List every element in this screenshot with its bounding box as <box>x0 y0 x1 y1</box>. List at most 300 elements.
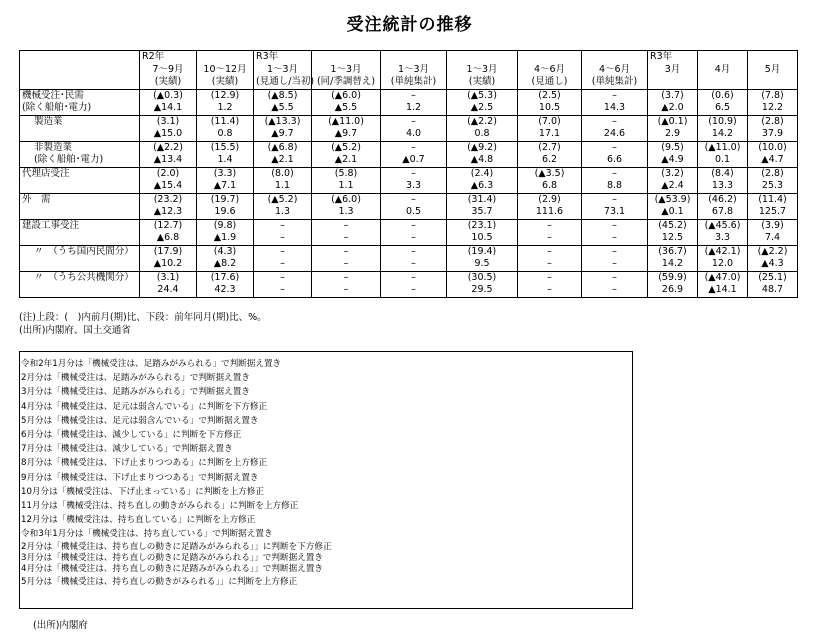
cell-change-prev-period: – <box>411 167 416 179</box>
cell-change-prev-period: (12.7) <box>153 219 183 231</box>
column-header-top: 1〜3月 <box>466 63 498 75</box>
cell-change-prev-period: (46.2) <box>708 193 737 205</box>
cell-change-year-on-year: 37.9 <box>761 128 784 139</box>
cell-change-prev-period: – <box>411 89 416 101</box>
cell-change-year-on-year: 0.8 <box>474 128 490 139</box>
table-cell <box>197 141 254 167</box>
row-label <box>20 219 140 245</box>
table-source: (出所)内閣府、国土交通省 <box>19 325 131 336</box>
cell-change-prev-period: (▲11.0) <box>704 141 741 153</box>
cell-change-prev-period: – <box>343 245 349 257</box>
table-cell <box>748 141 798 167</box>
cell-change-year-on-year: ▲2.0 <box>661 102 684 113</box>
table-cell <box>698 271 748 297</box>
cell-change-year-on-year: 1.1 <box>274 180 291 191</box>
table-row <box>20 271 798 297</box>
cell-change-year-on-year: 14.2 <box>661 258 684 269</box>
cell-change-year-on-year: 6.5 <box>714 102 731 113</box>
cell-change-year-on-year: 1.3 <box>274 206 291 217</box>
column-header <box>140 51 197 90</box>
cell-change-prev-period: (11.4) <box>758 193 787 205</box>
column-header <box>698 51 748 90</box>
row-label-main: 非製造業 <box>34 141 73 153</box>
judgement-line: 6月分は「機械受注は、減少している」に判断を下方修正 <box>21 430 242 441</box>
table-cell <box>518 193 582 219</box>
cell-change-prev-period: (3.2) <box>661 167 684 179</box>
table-cell <box>312 115 381 141</box>
cell-change-prev-period: (▲5.2) <box>267 193 298 205</box>
table-cell <box>518 167 582 193</box>
cell-change-year-on-year: – <box>411 232 416 243</box>
cell-change-year-on-year: – <box>280 284 285 295</box>
row-label-main: 機械受注･民需 <box>22 89 84 101</box>
cell-change-year-on-year: – <box>411 258 416 269</box>
cell-change-year-on-year: 3.3 <box>714 232 731 243</box>
cell-change-prev-period: (▲2.2) <box>153 141 183 153</box>
table-cell <box>140 193 197 219</box>
column-header <box>447 51 518 90</box>
cell-change-prev-period: (8.4) <box>711 167 734 179</box>
column-header-bottom: (見通し/当初) <box>256 76 315 87</box>
cell-change-prev-period: (2.0) <box>156 167 180 179</box>
table-cell <box>254 271 312 297</box>
cell-change-prev-period: – <box>612 245 617 257</box>
table-cell <box>518 271 582 297</box>
cell-change-year-on-year: 24.4 <box>157 284 179 295</box>
column-header <box>748 51 798 90</box>
table-cell <box>312 193 381 219</box>
cell-change-prev-period: – <box>547 271 552 283</box>
cell-change-prev-period: – <box>547 219 552 231</box>
cell-change-year-on-year: 0.1 <box>714 154 731 165</box>
cell-change-prev-period: – <box>280 219 285 231</box>
table-footnote: (注)上段：( )内前月(期)比、下段：前年同月(期)比、%。 <box>19 312 267 323</box>
row-label <box>20 193 140 219</box>
column-header-bottom: (実績) <box>211 76 239 87</box>
table-cell <box>698 141 748 167</box>
cell-change-year-on-year: 1.4 <box>217 154 233 165</box>
table-cell <box>381 89 447 115</box>
cell-change-year-on-year: ▲9.7 <box>334 128 358 139</box>
table-cell <box>140 89 197 115</box>
column-header-bottom: (実績) <box>154 76 182 87</box>
table-cell <box>197 167 254 193</box>
cell-change-year-on-year: ▲9.7 <box>271 128 294 139</box>
cell-change-prev-period: – <box>411 271 416 283</box>
cell-change-prev-period: (7.8) <box>761 89 784 101</box>
column-header-bottom: (同/季調替え) <box>316 76 376 87</box>
table-cell <box>698 115 748 141</box>
cell-change-year-on-year: 125.7 <box>758 206 787 217</box>
column-header <box>381 51 447 90</box>
column-header <box>648 51 698 90</box>
cell-change-prev-period: (45.2) <box>658 219 687 231</box>
cell-change-year-on-year: ▲14.1 <box>708 284 737 295</box>
cell-change-prev-period: (11.4) <box>210 115 240 127</box>
judgement-line: 11月分は「機械受注は、持ち直しの動きがみられる」に判断を上方修正 <box>21 501 299 512</box>
cell-change-prev-period: – <box>280 245 285 257</box>
table-cell <box>698 89 748 115</box>
table-cell <box>312 245 381 271</box>
table-cell <box>748 193 798 219</box>
table-cell <box>518 89 582 115</box>
table-cell <box>447 193 518 219</box>
table-cell <box>748 219 798 245</box>
table-row <box>20 245 798 271</box>
column-header-bottom: (実績) <box>468 76 496 87</box>
cell-change-prev-period: (▲0.3) <box>153 89 183 101</box>
cell-change-prev-period: (▲42.1) <box>704 245 741 257</box>
table-cell <box>140 245 197 271</box>
cell-change-year-on-year: – <box>612 232 617 243</box>
cell-change-prev-period: (▲3.5) <box>534 167 565 179</box>
judgement-line: 令和3年1月分は「機械受注は、持ち直している」で判断据え置き <box>21 529 273 540</box>
cell-change-prev-period: (23.1) <box>467 219 497 231</box>
cell-change-year-on-year: ▲4.7 <box>761 154 784 165</box>
cell-change-year-on-year: 19.6 <box>214 206 236 217</box>
table-cell <box>254 193 312 219</box>
table-cell <box>748 271 798 297</box>
column-header-top: 4〜6月 <box>533 63 566 75</box>
cell-change-prev-period: (17.9) <box>153 245 183 257</box>
cell-change-year-on-year: ▲6.3 <box>470 180 494 191</box>
cell-change-prev-period: (25.1) <box>758 271 787 283</box>
cell-change-year-on-year: ▲4.9 <box>661 154 684 165</box>
row-label <box>20 245 140 271</box>
cell-change-prev-period: (2.9) <box>538 193 561 205</box>
cell-change-prev-period: (2.8) <box>761 115 784 127</box>
table-cell <box>254 115 312 141</box>
cell-change-year-on-year: 6.8 <box>541 180 558 191</box>
cell-change-prev-period: – <box>411 115 416 127</box>
cell-change-year-on-year: ▲8.2 <box>213 258 237 269</box>
table-cell <box>582 219 648 245</box>
cell-change-year-on-year: ▲2.1 <box>271 154 294 165</box>
cell-change-prev-period: (2.8) <box>761 167 784 179</box>
row-label <box>20 141 140 167</box>
box-source: (出所)内閣府 <box>33 620 88 631</box>
cell-change-prev-period: (3.7) <box>661 89 684 101</box>
cell-change-year-on-year: 67.8 <box>711 206 734 217</box>
cell-change-prev-period: (10.9) <box>708 115 737 127</box>
cell-change-year-on-year: 1.2 <box>217 102 233 113</box>
table-cell <box>648 245 698 271</box>
cell-change-year-on-year: ▲15.4 <box>153 180 183 191</box>
cell-change-prev-period: (0.6) <box>711 89 734 101</box>
cell-change-prev-period: (3.1) <box>156 271 180 283</box>
cell-change-prev-period: (5.8) <box>334 167 358 179</box>
judgement-line: 4月分は「機械受注は、持ち直しの動きに足踏みがみられる」」で判断据え置き <box>21 563 323 574</box>
cell-change-year-on-year: ▲13.4 <box>153 154 183 165</box>
cell-change-year-on-year: 12.0 <box>711 258 734 269</box>
cell-change-year-on-year: 35.7 <box>471 206 493 217</box>
cell-change-prev-period: (2.7) <box>538 141 561 153</box>
table-row <box>20 89 798 115</box>
table-cell <box>698 167 748 193</box>
cell-change-prev-period: – <box>612 167 617 179</box>
table-cell <box>582 193 648 219</box>
column-header <box>518 51 582 90</box>
cell-change-prev-period: (2.5) <box>538 89 561 101</box>
cell-change-prev-period: – <box>612 141 617 153</box>
table-cell <box>698 193 748 219</box>
table-cell <box>140 115 197 141</box>
table-cell <box>698 219 748 245</box>
table-cell <box>518 115 582 141</box>
cell-change-year-on-year: – <box>411 284 416 295</box>
cell-change-prev-period: (9.5) <box>661 141 684 153</box>
cell-change-prev-period: (▲13.3) <box>264 115 301 127</box>
column-header-top: 4月 <box>714 63 731 75</box>
column-header-bottom: (単純集計) <box>591 76 638 87</box>
cell-change-year-on-year: 73.1 <box>603 206 626 217</box>
table-cell <box>140 141 197 167</box>
cell-change-year-on-year: ▲5.5 <box>271 102 294 113</box>
judgement-line: 5月分は「機械受注は、持ち直しの動きがみられる」」に判断を上方修正 <box>21 576 298 587</box>
cell-change-prev-period: (36.7) <box>658 245 687 257</box>
cell-change-year-on-year: 10.5 <box>471 232 493 243</box>
cell-change-prev-period: – <box>411 245 416 257</box>
table-cell <box>140 219 197 245</box>
judgement-line: 9月分は「機械受注は、下げ止まりつつある」で判断据え置き <box>21 472 259 483</box>
judgement-line: 7月分は「機械受注は、減少している」で判断据え置き <box>21 444 233 455</box>
cell-change-year-on-year: 12.5 <box>661 232 684 243</box>
table-cell <box>381 141 447 167</box>
table-cell <box>381 193 447 219</box>
table-cell <box>254 89 312 115</box>
column-header-top: 4〜6月 <box>598 63 631 75</box>
judgement-line: 2月分は「機械受注は、持ち直しの動きに足踏みがみられる」」に判断を下方修正 <box>21 541 332 552</box>
column-header-top: 1〜3月 <box>266 63 299 75</box>
table-cell <box>518 219 582 245</box>
cell-change-prev-period: (▲9.2) <box>467 141 497 153</box>
table-cell <box>748 115 798 141</box>
cell-change-year-on-year: ▲14.1 <box>153 102 183 113</box>
cell-change-prev-period: (▲6.0) <box>331 89 361 101</box>
judgement-line: 3月分は「機械受注は、足踏みがみられる」で判断据え置き <box>21 387 250 398</box>
table-cell <box>582 271 648 297</box>
cell-change-year-on-year: – <box>612 258 617 269</box>
table-cell <box>197 271 254 297</box>
cell-change-prev-period: (▲6.0) <box>331 193 361 205</box>
judgement-line: 12月分は「機械受注は、持ち直している」に判断を上方修正 <box>21 515 256 526</box>
cell-change-year-on-year: ▲2.4 <box>661 180 684 191</box>
cell-change-year-on-year: 7.4 <box>764 232 781 243</box>
cell-change-prev-period: (2.4) <box>470 167 494 179</box>
cell-change-prev-period: – <box>547 245 552 257</box>
cell-change-year-on-year: 48.7 <box>761 284 784 295</box>
era-label: R3年 <box>256 51 279 62</box>
era-label: R3年 <box>650 51 673 62</box>
column-header-bottom: (単純集計) <box>390 76 437 87</box>
cell-change-prev-period: – <box>411 193 416 205</box>
cell-change-prev-period: (17.6) <box>210 271 240 283</box>
cell-change-prev-period: (15.5) <box>210 141 240 153</box>
table-cell <box>140 167 197 193</box>
column-header-bottom: (見通し) <box>531 76 568 87</box>
table-cell <box>254 245 312 271</box>
cell-change-year-on-year: ▲6.8 <box>156 232 180 243</box>
cell-change-prev-period: (23.2) <box>153 193 183 205</box>
table-cell <box>140 271 197 297</box>
table-cell <box>582 141 648 167</box>
row-label-sub: (除く船舶･電力) <box>22 102 92 113</box>
table-cell <box>197 193 254 219</box>
judgement-line: 10月分は「機械受注は、下げ止まっている」に判断を上方修正 <box>21 486 264 497</box>
table-cell <box>582 115 648 141</box>
column-header-top: 7〜9月 <box>152 63 184 75</box>
cell-change-year-on-year: – <box>343 232 349 243</box>
table-cell <box>381 167 447 193</box>
cell-change-prev-period: (19.4) <box>467 245 497 257</box>
table-cell <box>648 193 698 219</box>
column-header <box>197 51 254 90</box>
table-cell <box>312 219 381 245</box>
cell-change-prev-period: (▲47.0) <box>704 271 741 283</box>
table-cell <box>197 89 254 115</box>
cell-change-year-on-year: ▲0.1 <box>661 206 684 217</box>
table-cell <box>197 115 254 141</box>
judgement-line: 5月分は「機械受注は、足元は弱含んでいる」で判断据え置き <box>21 415 259 426</box>
cell-change-year-on-year: – <box>547 232 552 243</box>
table-cell <box>447 115 518 141</box>
cell-change-year-on-year: 1.2 <box>405 102 422 113</box>
table-cell <box>381 219 447 245</box>
cell-change-prev-period: (▲6.8) <box>267 141 298 153</box>
table-cell <box>447 167 518 193</box>
table-cell <box>748 245 798 271</box>
table-cell <box>582 167 648 193</box>
table-cell <box>518 245 582 271</box>
table-cell <box>312 167 381 193</box>
table-cell <box>748 167 798 193</box>
cell-change-year-on-year: ▲5.5 <box>334 102 358 113</box>
cell-change-prev-period: (7.0) <box>538 115 561 127</box>
table-cell <box>447 141 518 167</box>
column-header <box>582 51 648 90</box>
cell-change-year-on-year: ▲0.7 <box>402 154 425 165</box>
table-cell <box>648 167 698 193</box>
table-cell <box>518 141 582 167</box>
cell-change-year-on-year: 9.5 <box>474 258 490 269</box>
cell-change-prev-period: (30.5) <box>467 271 497 283</box>
table-cell <box>197 245 254 271</box>
cell-change-prev-period: (31.4) <box>467 193 497 205</box>
cell-change-prev-period: (▲0.1) <box>657 115 688 127</box>
cell-change-prev-period: – <box>411 141 416 153</box>
column-header-top: 10〜12月 <box>203 63 247 75</box>
cell-change-year-on-year: ▲4.8 <box>470 154 494 165</box>
table-cell <box>582 89 648 115</box>
cell-change-prev-period: (▲2.2) <box>467 115 497 127</box>
table-cell <box>447 219 518 245</box>
cell-change-year-on-year: 6.2 <box>541 154 558 165</box>
row-label-main: 外 需 <box>22 193 51 205</box>
row-label <box>20 89 140 115</box>
cell-change-year-on-year: 0.5 <box>405 206 422 217</box>
cell-change-year-on-year: 1.1 <box>338 180 354 191</box>
cell-change-year-on-year: ▲7.1 <box>213 180 237 191</box>
cell-change-prev-period: – <box>612 89 617 101</box>
cell-change-year-on-year: 1.3 <box>338 206 354 217</box>
cell-change-year-on-year: 13.3 <box>711 180 734 191</box>
judgement-line: 8月分は「機械受注は、下げ止まりつつある」に判断を上方修正 <box>21 458 268 469</box>
judgement-line: 令和2年1月分は「機械受注は、足踏みがみられる」で判断据え置き <box>21 359 282 369</box>
cell-change-prev-period: (▲45.6) <box>704 219 741 231</box>
column-header-top: 3月 <box>664 63 681 75</box>
table-cell <box>648 219 698 245</box>
row-label <box>20 167 140 193</box>
table-cell <box>381 245 447 271</box>
cell-change-prev-period: (19.7) <box>210 193 240 205</box>
cell-change-prev-period: (▲11.0) <box>328 115 364 127</box>
row-label-main: 代理店受注 <box>22 167 70 179</box>
row-label-main: 建設工事受注 <box>22 219 80 231</box>
cell-change-year-on-year: ▲1.9 <box>213 232 237 243</box>
page-title: 受注統計の推移 <box>346 15 473 35</box>
table-cell <box>254 167 312 193</box>
cell-change-prev-period: – <box>343 271 349 283</box>
table-cell <box>312 141 381 167</box>
table-cell <box>447 89 518 115</box>
cell-change-year-on-year: ▲15.0 <box>153 128 183 139</box>
table-cell <box>254 141 312 167</box>
cell-change-year-on-year: 2.9 <box>664 128 681 139</box>
cell-change-year-on-year: 42.3 <box>214 284 236 295</box>
row-label-main: 〃 （うち公共機関分） <box>34 271 134 283</box>
row-label-main: 製造業 <box>34 115 63 127</box>
cell-change-prev-period: (▲8.5) <box>267 89 298 101</box>
table-cell <box>254 219 312 245</box>
cell-change-prev-period: – <box>411 219 416 231</box>
cell-change-year-on-year: – <box>343 284 349 295</box>
cell-change-year-on-year: 12.2 <box>761 102 784 113</box>
row-label-main: 〃 （うち国内民間分） <box>34 245 134 257</box>
table-cell <box>698 245 748 271</box>
judgement-line: 4月分は「機械受注は、足元は弱含んでいる」に判断を下方修正 <box>21 401 268 412</box>
table-cell <box>582 245 648 271</box>
column-header <box>312 51 381 90</box>
cell-change-prev-period: (▲53.9) <box>654 193 691 205</box>
cell-change-year-on-year: ▲4.3 <box>761 258 784 269</box>
table-row <box>20 167 798 193</box>
cell-change-year-on-year: ▲2.5 <box>470 102 494 113</box>
cell-change-year-on-year: – <box>280 258 285 269</box>
cell-change-year-on-year: ▲12.3 <box>153 206 183 217</box>
row-label <box>20 115 140 141</box>
cell-change-year-on-year: ▲10.2 <box>153 258 183 269</box>
cell-change-year-on-year: 3.3 <box>405 180 422 191</box>
table-cell <box>447 245 518 271</box>
table-cell <box>648 89 698 115</box>
table-cell <box>648 141 698 167</box>
cell-change-year-on-year: 14.3 <box>603 102 626 113</box>
row-label-sub: (除く船舶･電力) <box>34 154 104 165</box>
cell-change-prev-period: (9.8) <box>213 219 237 231</box>
cell-change-year-on-year: ▲2.1 <box>334 154 358 165</box>
cell-change-prev-period: (10.0) <box>758 141 787 153</box>
era-label: R2年 <box>142 51 165 62</box>
cell-change-year-on-year: 29.5 <box>471 284 493 295</box>
table-cell <box>381 271 447 297</box>
cell-change-year-on-year: 25.3 <box>761 180 784 191</box>
cell-change-year-on-year: 6.6 <box>606 154 623 165</box>
table-cell <box>312 271 381 297</box>
table-row <box>20 193 798 219</box>
table-cell <box>447 271 518 297</box>
judgement-line: 3月分は「機械受注は、持ち直しの動きに足踏みがみられる」」で判断据え置き <box>21 552 323 563</box>
order-statistics-table <box>19 50 798 298</box>
